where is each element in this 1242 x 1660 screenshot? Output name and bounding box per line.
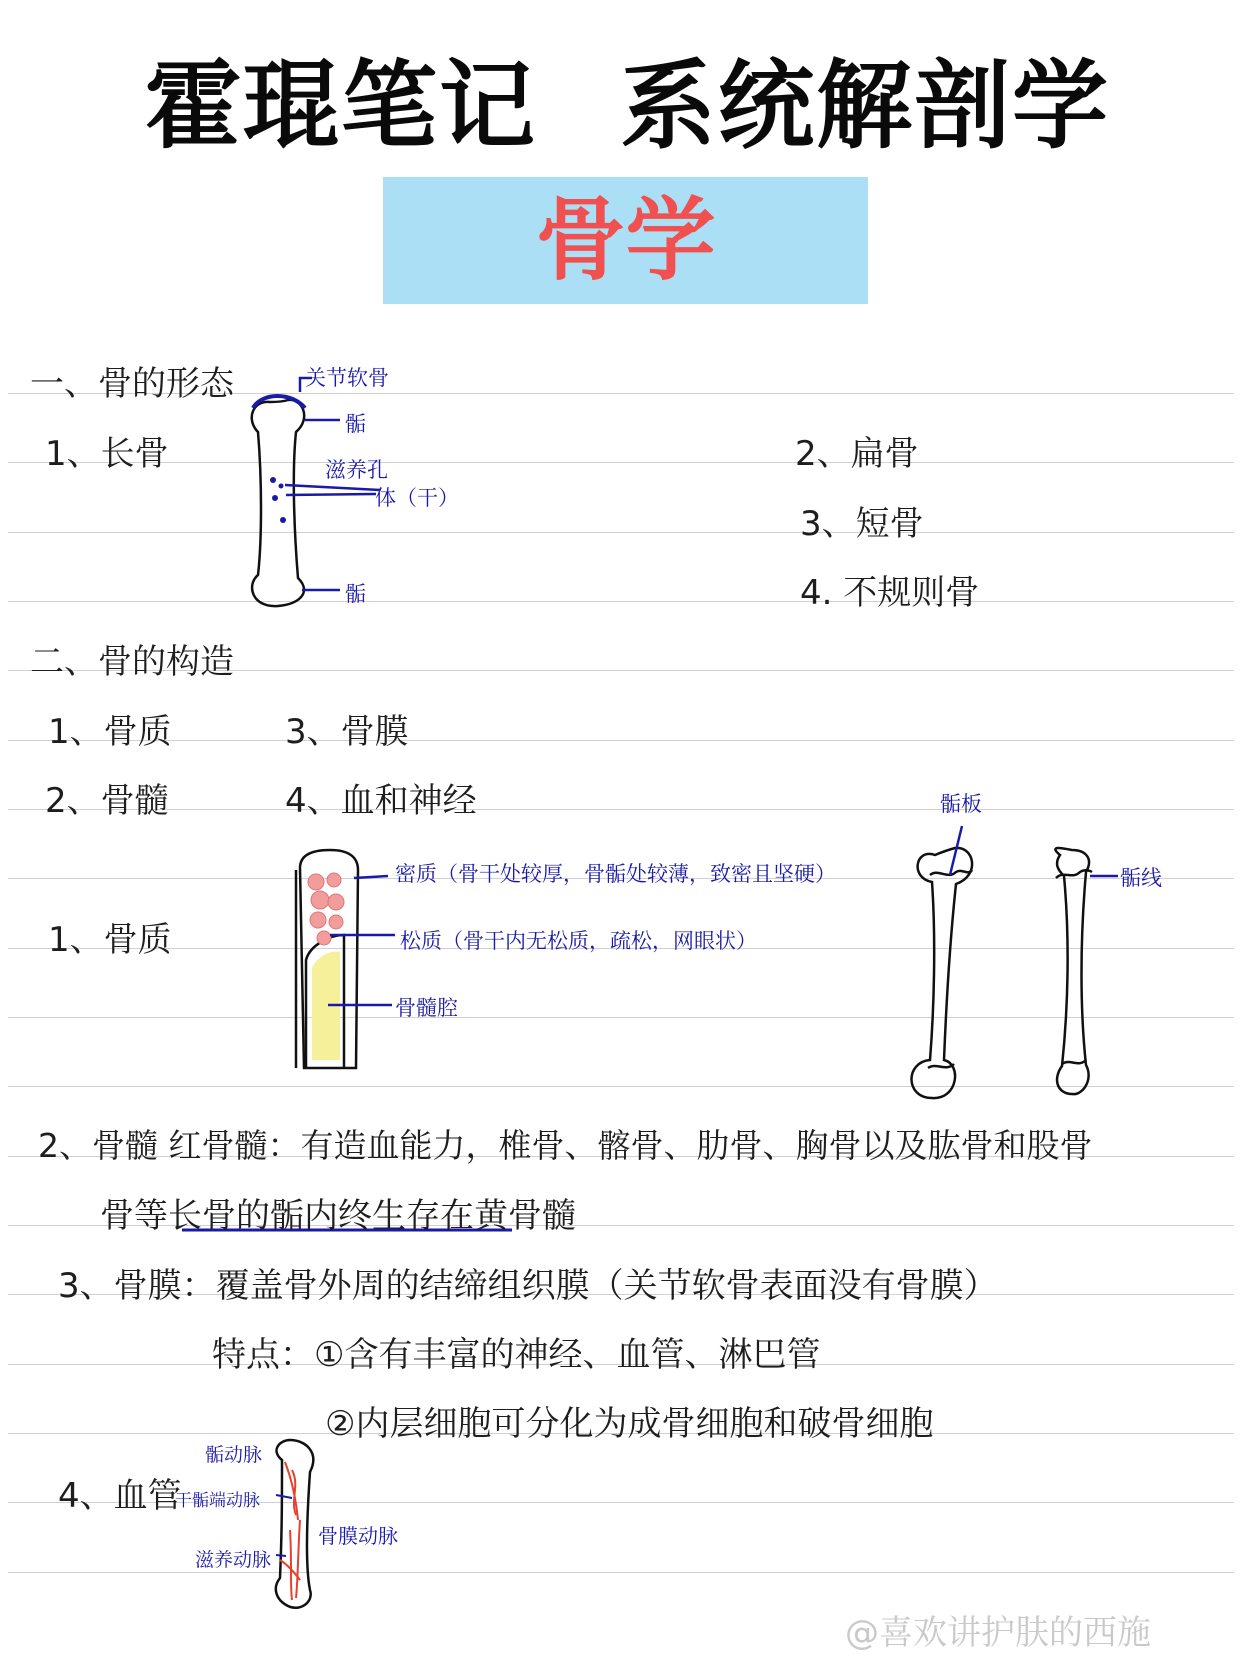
flat-bone-label: 2、扁骨 bbox=[795, 434, 919, 474]
short-bone-label: 3、短骨 bbox=[800, 504, 924, 544]
articular-cartilage-label: 关节软骨 bbox=[305, 366, 389, 390]
section-heading-bone-morphology: 一、骨的形态 bbox=[30, 364, 234, 404]
periosteum-line-3: ②内层细胞可分化为成骨细胞和破骨细胞 bbox=[325, 1404, 934, 1444]
section-heading-bone-structure: 二、骨的构造 bbox=[30, 642, 234, 682]
metaphyseal-artery-label: 干骺端动脉 bbox=[175, 1491, 260, 1511]
bone-epiphyseal-line-sketch bbox=[1055, 848, 1092, 1094]
epiphyseal-plate-leader bbox=[950, 826, 962, 875]
long-bone-label: 1、长骨 bbox=[45, 434, 169, 474]
watermark: @喜欢讲护肤的西施 bbox=[845, 1613, 1151, 1653]
topic-banner-text: 骨学 bbox=[535, 188, 716, 293]
periosteum-line-2: 特点：①含有丰富的神经、血管、淋巴管 bbox=[212, 1335, 821, 1375]
long-bone-sketch bbox=[252, 400, 304, 606]
bone-substance-heading: 1、骨质 bbox=[48, 920, 172, 960]
bone-marrow-line-1: 2、骨髓 红骨髓：有造血能力，椎骨、髂骨、肋骨、胸骨以及肱骨和股骨 bbox=[38, 1126, 1093, 1165]
epiphyseal-plate-label: 骺板 bbox=[940, 792, 982, 816]
epiphyseal-line-label: 骺线 bbox=[1120, 866, 1162, 890]
page-title-left: 霍琨笔记 bbox=[145, 50, 537, 162]
bone-marrow-line-2: 骨等长骨的骺内终生存在黄骨髓 bbox=[100, 1196, 576, 1236]
compact-bone-label: 密质（骨干处较厚，骨骺处较薄，致密且坚硬） bbox=[395, 862, 836, 886]
irregular-bone-label: 4. 不规则骨 bbox=[800, 573, 980, 613]
periosteal-artery-label: 骨膜动脉 bbox=[318, 1524, 398, 1548]
vessels-heading: 4、血管 bbox=[58, 1476, 182, 1516]
nutrient-foramen-label: 滋养孔 bbox=[325, 458, 388, 482]
structure-item-bone-marrow: 2、骨髓 bbox=[45, 781, 169, 821]
epiphyseal-artery-label: 骺动脉 bbox=[205, 1444, 263, 1466]
nutrient-foramen-dots bbox=[270, 477, 286, 523]
nutrient-artery-label: 滋养动脉 bbox=[195, 1549, 272, 1571]
epiphysis-bottom-label: 骺 bbox=[345, 582, 366, 606]
periosteum-line-1: 3、骨膜：覆盖骨外周的结缔组织膜（关节软骨表面没有骨膜） bbox=[58, 1266, 998, 1306]
marrow-cavity-label: 骨髓腔 bbox=[395, 996, 458, 1020]
epiphysis-top-label: 骺 bbox=[345, 412, 366, 436]
structure-item-vessels-nerves: 4、血和神经 bbox=[285, 781, 477, 821]
structure-item-bone-substance: 1、骨质 bbox=[48, 712, 172, 752]
structure-item-periosteum: 3、骨膜 bbox=[285, 712, 409, 752]
vessel-leader-lines bbox=[276, 1495, 292, 1556]
page-title-right: 系统解剖学 bbox=[620, 50, 1110, 162]
spongy-bone-label: 松质（骨干内无松质，疏松，网眼状） bbox=[400, 929, 757, 953]
vessel-bone-sketch bbox=[276, 1440, 313, 1608]
bone-epiphyseal-plate-sketch bbox=[911, 848, 972, 1098]
shaft-label: 体（干） bbox=[375, 486, 459, 510]
